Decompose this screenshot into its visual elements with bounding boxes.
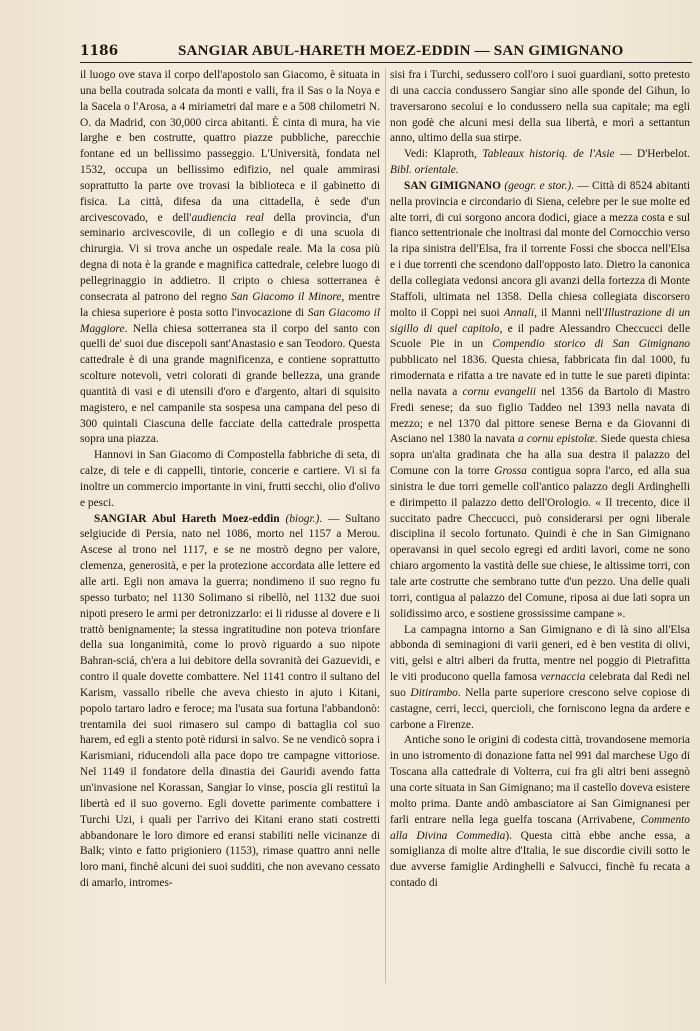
running-title: SANGIAR ABUL-HARETH MOEZ-EDDIN — SAN GIMIGNANO (178, 43, 624, 59)
entry-sangiar: SANGIAR Abul Hareth Moez-eddin (biogr.). — Sultano selgiucide di Persia, nato nel 1086, morto nel 1157 a Merou. Ascese al trono nel 1117, e se ne mostrò degno per valore, clemenza, generosità, e per la protezione accordata alle lettere ed alle arti. Egli non amava la guerra; nondimeno il suo regno fu spesso turbato; nel 1130 Solimano si ribellò, nel 1132 due suoi nipoti presero le armi per detronizzarlo: ei li ridusse al dovere e li trattò benignamente; la stessa ingratitudine non poteva trionfare della sua longanimità, come lo provò riguardo a suo nipote Bahran-sciá, ch'era a lui debitore della sovranità dei Gazuevidi, e contro il quale dovette combattere. Nel 1141 contro il sultano del Karism, vassallo ribelle che aveva chiesto in ajuto i Kitani, popolo tartaro ladro e feroce; ma l'usata sua fortuna l'abbandonò: trentamila dei suoi rimasero sul campo di battaglia col suo harem, ed egli a stento potè ridursi in salvo. Se ne vendicò sopra i Karismiani, riducendoli alla pace dopo tre campagne vittoriose. Nel 1149 il fondatore della dinastia dei Gauridi avendo fatta un'invasione nel Korassan, Sangiar lo vinse, poscia gli restituì la libertà ed il suo governo. Egli dovette parimente combattere i Turchi Uzi, i quali per l'arrivo dei Kitani erano stati costretti abbandonare le loro dimore ed eransi stabiliti nelle vicinanze di Balk; vinto e fatto prigioniero (1153), rimase quattro anni nelle loro mani, finchè alcuni dei suoi sudditi, che non avevano cessato di amarlo, intromes- (80, 512, 380, 890)
paragraph-origins: Antiche sono le origini di codesta città, trovandosene memoria in uno istromento di donazione fatta nel 991 dal marchese Ugo di Toscana alla cattedrale di Volterra, cui fra gli altri beni assegnò una corte situata in San Gimignano; ma il castello doveva esistere molto prima. Dante andò ambasciatore ai San Gimignanesi per farli entrare nella lega guelfa toscana (Arrivabene, Commento alla Divina Commedia). Questa città ebbe anche essa, a somiglianza di molte altre d'Italia, le sue discordie civili sotto le due avverse famiglie Ardinghelli e Salvucci, finchè fu recata a contado di (390, 734, 690, 890)
page-header (80, 40, 692, 62)
entry-san-gimignano: SAN GIMIGNANO (geogr. e stor.). — Città di 8524 abitanti nella provincia e circondario di Siena, celebre per le sue molte ed alte torri, di cui sorgono ancora dodici, giace a mezza costa e sul fianco settentrionale che inoltrasi dal monte del Cornocchio verso la ripa sinistra dell'Elsa, fra il torrente Fossi che sbocca nell'Elsa e i due torrenti che scendono dall'opposto lato. Dietro la canonica della collegiata vedonsi ancora gli avanzi della fortezza di Monte Staffoli, ultimata nel 1358. Della chiesa collegiata discorsero molto il Coppi nei suoi Annali, il Manni nell'Illustrazione di un sigillo di quel capitolo, e il padre Alessandro Checcucci delle Scuole Pie in un Compendio storico di San Gimignano pubblicato nel 1836. Questa chiesa, fabbricata fin dal 1000, fu rimodernata e rifatta a tre navate ed in tutte le sue pareti dipinta: nella navata a cornu evangelii nel 1356 da Bartolo di Mastro Fredi senese; da suo figlio Taddeo nel 1393 nella navata di mezzo; e nel 1370 dal pittore senese Berna e da Giovanni di Asciano nel 1380 la navata a cornu epistolæ. Siede questa chiesa sopra un'alta gradinata che ha alla sua destra il palazzo del Comune con la torre Grossa contigua sopra l'arco, ed alla sua sinistra le due torri gemelle coll'antico palazzo degli Ardinghelli e dirimpetto il palazzo detto dell'Orologio. « Il trecento, dice il succitato padre Checcucci, può considerarsi per ogni liberale disciplina il secolo fortunato. Quindi è che in San Gimignano operavansi in quel secolo egregi ed arditi lavori, come ne sono chiaro argomento la vastità delle sue chiese, le altissime torri, con tale arte costrutte che sembrano tutte d'un pezzo. Una delle quali torri, contigua al palazzo del Comune, riposa ai due lati sopra un solidissimo arco, e sostiene grossissime campane ». (390, 179, 690, 620)
faint-watermark (560, 1008, 680, 1028)
paragraph-santiago-industry: Hannovi in San Giacomo di Compostella fabbriche di seta, di calze, di tele e di cappelli, tintorie, concerie e cartiere. Vi si fa inoltre un commercio importante in vini, frutti secchi, olio d'olivo e pesci. (80, 449, 380, 509)
paragraph-sangiar-end: sisi fra i Turchi, sedussero coll'oro i suoi guardiani, sotto pretesto di una caccia condussero Sangiar sino alle sponde del Gihun, lo traversarono secolui e lo condussero nella sua capitale; ma egli non godè che alcuni mesi della sua libertà, e morì a settantun anno, ultimo della sua stirpe. (390, 69, 690, 145)
header-rule (80, 62, 692, 63)
column-divider (385, 68, 386, 983)
entry-headword: SANGIAR Abul Hareth Moez-eddin (94, 512, 280, 525)
paragraph-santiago-city: il luogo ove stava il corpo dell'apostolo san Giacomo, è situata in una bella coutrada solcata da monti e valli, fra il Sas o la Noya e la Sacela o l'Arosa, a 4 miriametri dal mare e a 508 chilometri N. O. da Madrid, con 30,000 circa abitanti. È cinta di mura, ha vie larghe e ben costrutte, quattro piazze pubbliche, parecchie fontane ed un bellissimo passeggio. L'Università, fondata nel 1532, occupa un bellissimo edifizio, nel quale ammirasi soprattutto la parte ove trovasi la biblioteca e il gabinetto di fisica. La città, difesa da una cittadella, è sede d'un arcivescovado, e dell'audiencia real della provincia, d'un seminario arcivescovile, di un collegio e di una scuola di chirurgia. Vi si trova anche un ospedale reale. Ma la cosa più degna di nota è la grande e magnifica cattedrale, celebre luogo di pellegrinaggio in addietro. Il cripto o chiesa sotterranea è consecrata al patrono del regno San Giacomo il Minore, mentre la chiesa superiore è posta sotto l'invocazione di San Giacomo il Maggiore. Nella chiesa sotterranea sta il corpo del santo con quelli de' suoi due discepoli sant'Anastasio e san Teodoro. Questa cattedrale è di una grande magnificenza, e contiene soprattutto scolture notevoli, vetri colorati di grande bellezza, una grande quantità di vasi e di utensili d'oro e d'argento, altari di squisito magistero, e nel campanile sta sospesa una campana del peso di 300 quintali Ciascuna delle facciate della cattedrale prospetta sopra una piazza. (80, 69, 380, 446)
page-number: 1186 (80, 43, 119, 59)
entry-headword: SAN GIMIGNANO (404, 179, 501, 192)
left-column (80, 68, 380, 988)
right-column (390, 68, 690, 988)
paragraph-countryside: La campagna intorno a San Gimignano e di là sino all'Elsa abbonda di seminagioni di varii generi, ed è ben vestita di olivi, viti, gelsi e altri alberi da frutta, mentre nel poggio di Pietrafitta le viti producono quella famosa vernaccia celebrata dal Redi nel suo Ditirambo. Nella parte superiore crescono selve copiose di castagne, cerri, lecci, quercioli, che forniscono legna da ardere e carbone a Firenze. (390, 623, 690, 731)
paragraph-references: Vedi: Klaproth, Tableaux historiq. de l'Asie — D'Herbelot. Bibl. orientale. (390, 148, 690, 177)
